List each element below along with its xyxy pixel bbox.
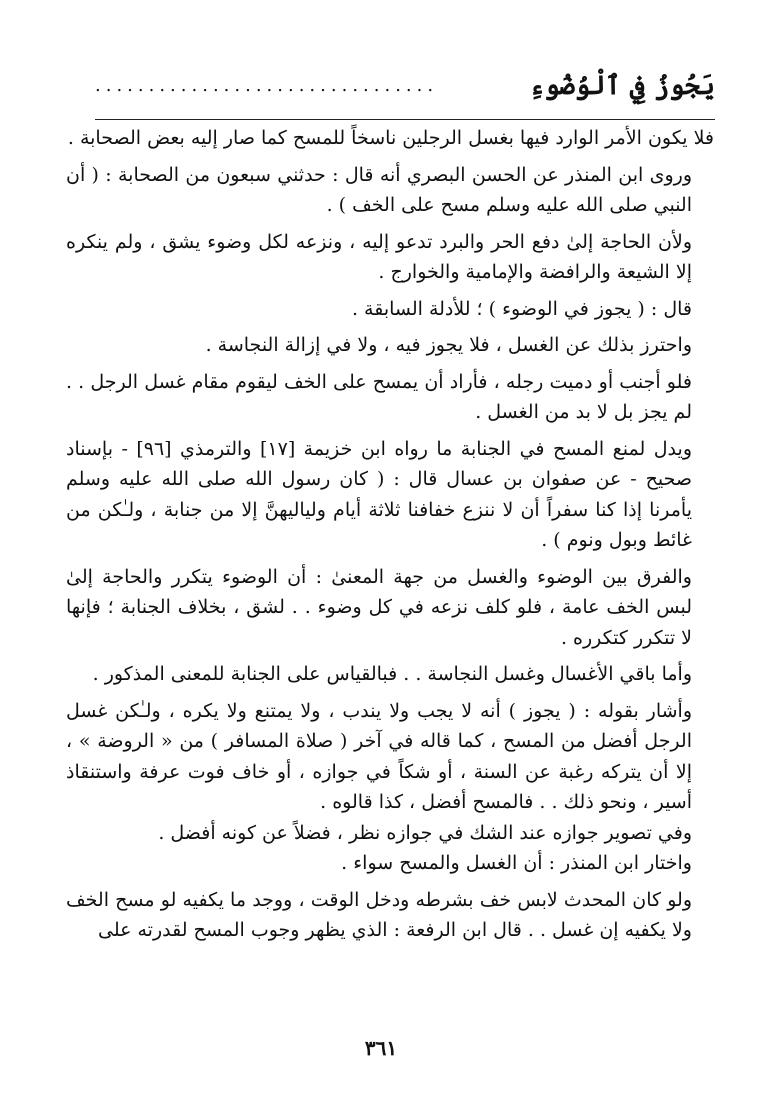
paragraph: وأما باقي الأغسال وغسل النجاسة . . فبالقياس على الجنابة للمعنى المذكور . (92, 663, 692, 685)
header-leader-dots: ................................ (95, 75, 439, 96)
paragraph: وفي تصوير جوازه عند الشك في جوازه نظر ، فضلاً عن كونه أفضل . (158, 821, 692, 844)
paragraph: ويدل لمنع المسح في الجنابة ما رواه ابن خزيمة [١٧] والترمذي [٩٦] - بإسناد صحيح - عن صفوان بن عسال قال : ( كان رسول الله صلى الله عليه وسلم يأمرنا إذا كنا سفراً أن لا ننزع خفافنا ثلاثة أيام ولياليهنَّ إلا من جنابة ، ولـٰكن من غائط وبول ونوم ) . (66, 437, 692, 551)
paragraph: ولو كان المحدث لابس خف بشرطه ودخل الوقت ، ووجد ما يكفيه لو مسح الخف ولا يكفيه إن غسل . . قال ابن الرفعة : الذي يظهر وجوب المسح لقدرته على (66, 888, 692, 941)
paragraph: فلا يكون الأمر الوارد فيها بغسل الرجلين ناسخاً للمسح كما صار إليه بعض الصحابة . (67, 127, 714, 149)
paragraph: وأشار بقوله : ( يجوز ) أنه لا يجب ولا يندب ، ولا يمتنع ولا يكره ، ولـٰكن غسل الرجل أفضل من المسح ، كما قاله في آخر ( صلاة المسافر ) من « الروضة » ، إلا أن يتركه رغبة عن السنة ، أو شكاً في جوازه ، أو خاف فوت عرفة واستنقاذ أسير ، ونحو ذلك . . فالمسح أفضل ، كذا قالوه . (66, 699, 692, 813)
paragraph: واحترز بذلك عن الغسل ، فلا يجوز فيه ، ولا في إزالة النجاسة . (205, 334, 692, 356)
paragraph: قال : ( يجوز في الوضوء ) ؛ للأدلة السابقة . (351, 297, 692, 320)
paragraph: واختار ابن المنذر : أن الغسل والمسح سواء . (341, 852, 692, 874)
paragraph: وروى ابن المنذر عن الحسن البصري أنه قال : حدثني سبعون من الصحابة : ( أن النبي صلى الله عليه وسلم مسح على الخف ) . (66, 163, 692, 216)
paragraph: ولأن الحاجة إلىٰ دفع الحر والبرد تدعو إليه ، ونزعه لكل وضوء يشق ، ولم ينكره إلا الشيعة والرافضة والإمامية والخوارج . (66, 230, 692, 283)
paragraph: فلو أجنب أو دميت رجله ، فأراد أن يمسح على الخف ليقوم مقام غسل الرجل . . لم يجز بل لا بد من الغسل . (66, 370, 692, 423)
page-number: ٣٦١ (364, 1036, 398, 1060)
header-title: يَجُوزُ فِي ٱلْوُضُوءِ (529, 71, 715, 101)
header-divider (95, 119, 715, 120)
running-header (95, 64, 715, 116)
body-text (66, 123, 714, 946)
paragraph: والفرق بين الوضوء والغسل من جهة المعنىٰ : أن الوضوء يتكرر والحاجة إلىٰ لبس الخف عامة ، فلو كلف نزعه في كل وضوء . . لشق ، بخلاف الجنابة ؛ فإنها لا تتكرر كتكرره . (66, 565, 692, 649)
